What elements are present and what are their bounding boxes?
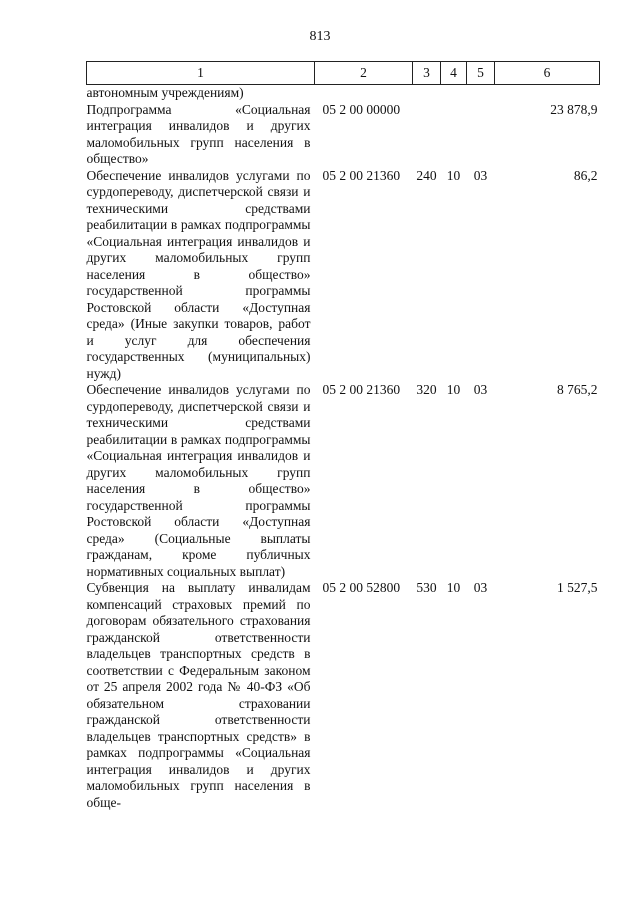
row-name: Обеспечение инвалидов услугами по сурдопереводу, диспетчерской связи и техническими средствами реабилитации в рамках подпрограммы «Социальная интеграция инвалидов и других маломобильных групп населения в общество» государственной программы Ростовской области «Доступная среда» (Иные закупки товаров, работ и услуг для обеспечения государственных (муниципальных) нужд) xyxy=(86,167,311,381)
row-pr: 03 xyxy=(473,580,488,595)
row-name: Обеспечение инвалидов услугами по сурдопереводу, диспетчерской связи и техническими средствами реабилитации в рамках подпрограммы «Социальная интеграция инвалидов и других маломобильных групп населения в общество» государственной программы Ростовской области «Доступная среда» (Социальные выплаты гражданам, кроме публичных нормативных социальных выплат) xyxy=(86,382,311,579)
row-rz xyxy=(441,85,467,102)
row-code xyxy=(315,85,413,102)
header-col-3: 3 xyxy=(413,62,441,85)
table-row xyxy=(87,382,600,580)
row-pr: 03 xyxy=(473,167,488,183)
row-code: 05 2 00 21360 xyxy=(322,167,401,183)
row-code: 05 2 00 00000 xyxy=(322,101,401,117)
table-header-row xyxy=(87,62,600,85)
header-col-2: 2 xyxy=(315,62,413,85)
row-sum: 8 765,2 xyxy=(557,382,598,397)
table-row xyxy=(87,85,600,102)
row-name: автономным учреждениям) xyxy=(86,85,244,100)
row-pr: 03 xyxy=(473,382,488,397)
row-pr xyxy=(467,102,495,168)
row-vr xyxy=(413,85,441,102)
row-vr: 530 xyxy=(416,580,437,595)
page-number: 813 xyxy=(309,29,331,44)
row-sum xyxy=(495,85,600,102)
row-sum: 86,2 xyxy=(573,167,598,183)
row-rz: 10 xyxy=(446,382,461,397)
row-sum: 1 527,5 xyxy=(557,580,598,595)
budget-table xyxy=(86,61,600,811)
row-pr xyxy=(467,85,495,102)
header-col-1: 1 xyxy=(87,62,315,85)
row-vr xyxy=(413,102,441,168)
row-vr: 240 xyxy=(416,167,437,183)
row-vr: 320 xyxy=(416,382,437,397)
table-row xyxy=(87,102,600,168)
header-col-4: 4 xyxy=(441,62,467,85)
row-name: Подпрограмма «Социальная интеграция инвалидов и других маломобильных групп населения в общество» xyxy=(86,101,311,166)
row-name: Субвенция на выплату инвалидам компенсаций страховых премий по договорам обязательного страхования гражданской ответственности владельцев транспортных средств в соответствии с Федеральным законом от 25 апреля 2002 года № 40-ФЗ «Об обязательном страховании гражданской ответственности владельцев транспортных средств» в рамках подпрограммы «Социальная интеграция инвалидов и других маломобильных групп населения в обще- xyxy=(86,580,311,810)
table-row xyxy=(87,580,600,811)
row-rz: 10 xyxy=(446,167,461,183)
row-sum: 23 878,9 xyxy=(550,101,598,117)
row-code: 05 2 00 21360 xyxy=(322,382,401,397)
row-code: 05 2 00 52800 xyxy=(322,580,401,595)
header-col-5: 5 xyxy=(467,62,495,85)
row-rz xyxy=(441,102,467,168)
header-col-6: 6 xyxy=(495,62,600,85)
row-rz: 10 xyxy=(446,580,461,595)
table-row xyxy=(87,168,600,383)
